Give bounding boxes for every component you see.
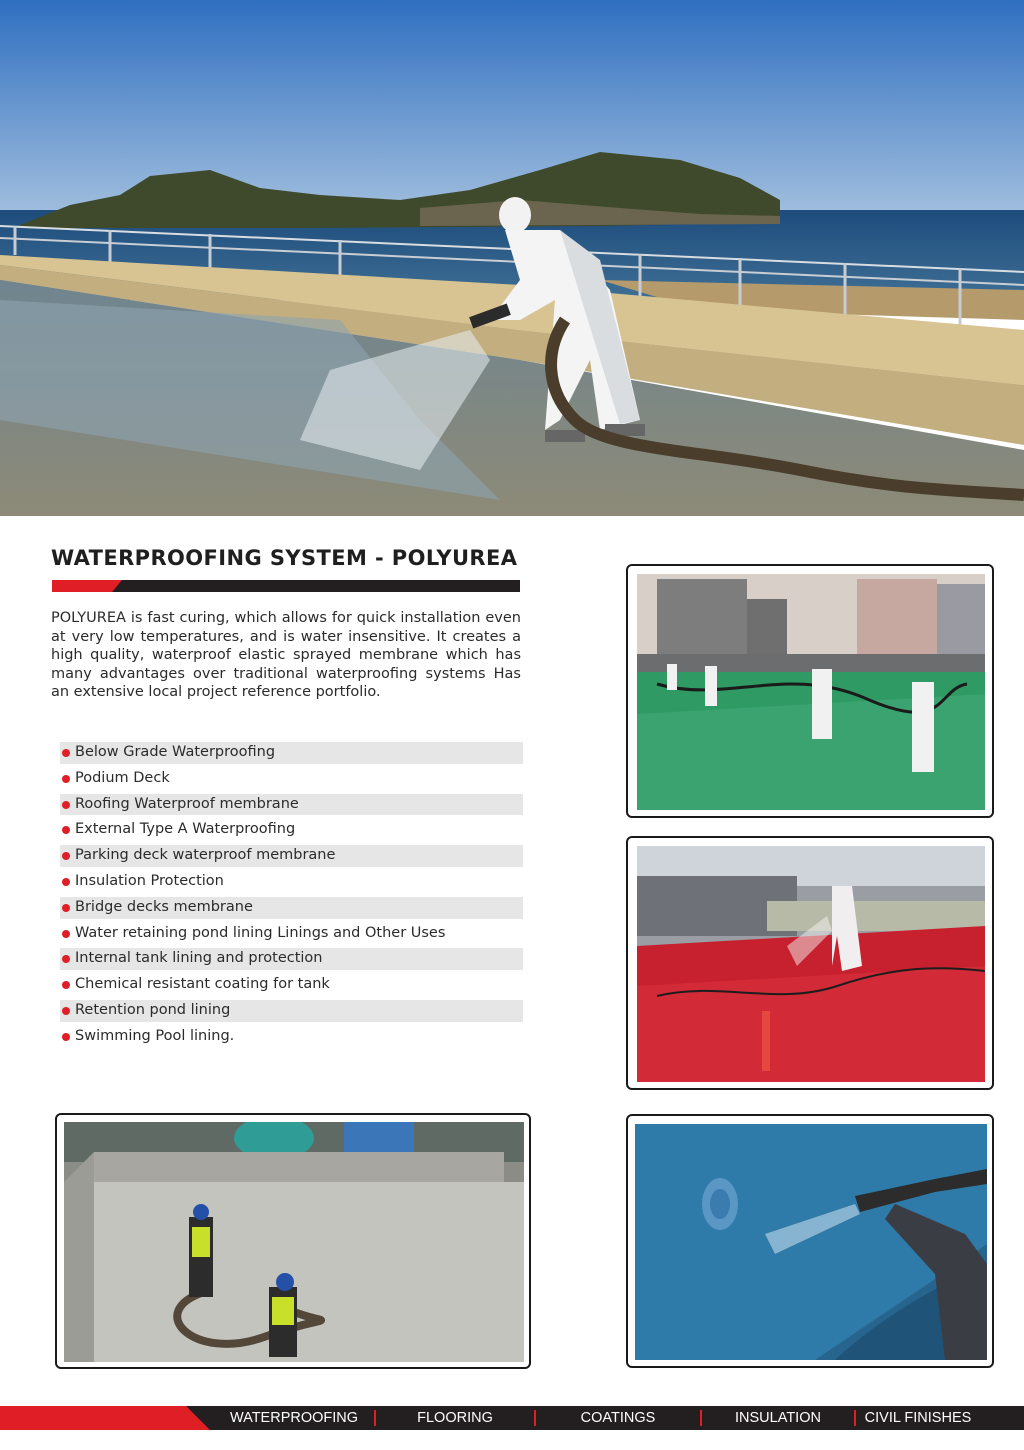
bullet-icon: [62, 981, 70, 989]
application-label: Podium Deck: [75, 769, 170, 786]
footer-nav-link[interactable]: COATINGS: [580, 1410, 656, 1426]
footer-bar: [0, 1406, 1024, 1430]
application-item: [60, 871, 523, 893]
footer-nav-link[interactable]: CIVIL FINISHES: [864, 1410, 972, 1426]
bullet-icon: [62, 1033, 70, 1041]
application-item: [60, 948, 523, 970]
hero-photo: [0, 0, 1024, 516]
application-label: Chemical resistant coating for tank: [75, 976, 330, 993]
bullet-icon: [62, 801, 70, 809]
bullet-icon: [62, 1007, 70, 1015]
bullet-icon: [62, 904, 70, 912]
application-item: [60, 897, 523, 919]
application-item: [60, 794, 523, 816]
application-item: [60, 768, 523, 790]
bullet-icon: [62, 749, 70, 757]
application-label: Internal tank lining and protection: [75, 950, 323, 967]
application-item: [60, 1026, 523, 1048]
photo-red-roof: [626, 836, 994, 1090]
photo-gray-tank: [55, 1113, 531, 1369]
footer-nav-link[interactable]: WATERPROOFING: [229, 1410, 359, 1426]
application-label: Swimming Pool lining.: [75, 1027, 235, 1044]
bullet-icon: [62, 930, 70, 938]
application-label: Below Grade Waterproofing: [75, 744, 276, 760]
footer-nav-link[interactable]: FLOORING: [417, 1410, 493, 1426]
application-item: [60, 974, 523, 996]
footer-nav-link[interactable]: INSULATION: [735, 1410, 821, 1426]
applications-list: [60, 742, 523, 1052]
bullet-icon: [62, 955, 70, 963]
page-title: WATERPROOFING SYSTEM - POLYUREA: [51, 546, 518, 570]
application-item: [60, 845, 523, 867]
bullet-icon: [62, 826, 70, 834]
application-item: [60, 923, 523, 945]
bullet-icon: [62, 775, 70, 783]
bullet-icon: [62, 878, 70, 886]
application-label: Bridge decks membrane: [75, 898, 253, 915]
application-label: Parking deck waterproof membrane: [75, 847, 336, 864]
application-label: External Type A Waterproofing: [75, 821, 296, 838]
photo-blue-pool: [626, 1114, 994, 1368]
application-item: [60, 1000, 523, 1022]
footer-nav: [214, 1406, 980, 1430]
application-label: Roofing Waterproof membrane: [75, 795, 299, 812]
bullet-icon: [62, 852, 70, 860]
application-item: [60, 819, 523, 841]
application-label: Water retaining pond lining Linings and Other Uses: [75, 924, 446, 941]
intro-paragraph: POLYUREA is fast curing, which allows for quick installation even at very low temperatures, and is water insensitive. It creates a high quality, waterproof elastic sprayed membrane which has many advantages over traditional waterproofing systems Has an extensive local project reference portfolio.: [51, 610, 521, 700]
application-label: Retention pond lining: [75, 1001, 231, 1018]
application-item: [60, 742, 523, 764]
application-label: Insulation Protection: [75, 872, 224, 889]
title-underline: [52, 580, 520, 592]
photo-green-roof: [626, 564, 994, 818]
